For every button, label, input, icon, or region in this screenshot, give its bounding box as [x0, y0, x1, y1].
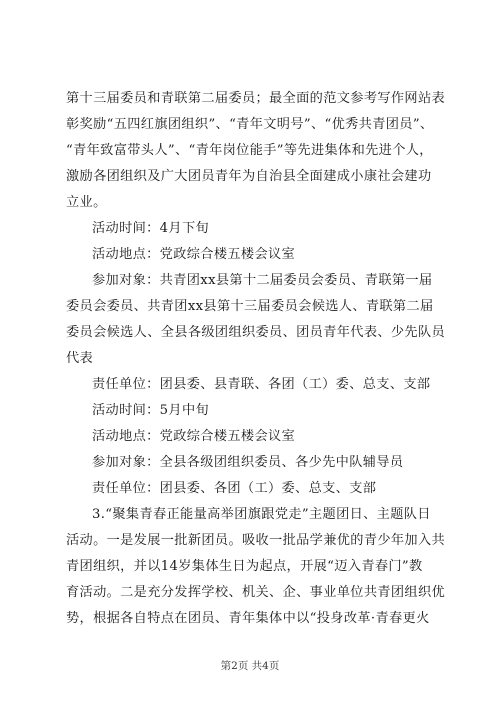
text-line: 委员会委员、共青团xx县第十三届委员会候选人、青联第二届 [66, 299, 434, 314]
text-line: 育活动。二是充分发挥学校、机关、企、事业单位共青团组织优 [66, 585, 446, 600]
text-line: 彰奖励“五四红旗团组织”、“青年文明号”、“优秀共青团员”、 [66, 117, 434, 132]
text-line: 活动地点：党政综合楼五楼会议室 [92, 247, 296, 262]
text-line: 参加对象：共青团xx县第十二届委员会委员、青联第一届 [92, 273, 433, 288]
text-line: 活动时间：4月下旬 [92, 221, 210, 236]
text-line: 立业。 [66, 195, 107, 210]
page-number: 第2页 共4页 [220, 660, 280, 672]
text-line: 势，根据各自特点在团员、青年集体中以“投身改革·青春更火 [66, 611, 430, 626]
text-line: 活动。一是发展一批新团员。吸收一批品学兼优的青少年加入共 [66, 533, 446, 548]
text-line: 活动时间：5月中旬 [92, 403, 210, 418]
text-line: 青团组织，并以14岁集体生日为起点，开展“迈入青春门”教 [66, 559, 423, 574]
text-line: 责任单位：团县委、各团（工）委、总支、支部 [92, 481, 377, 496]
text-line: 参加对象：全县各级团组织委员、各少先中队辅导员 [92, 455, 404, 470]
text-line: 责任单位：团县委、县青联、各团（工）委、总支、支部 [92, 377, 431, 392]
text-line: 3.“聚集青春正能量高举团旗跟党走”主题团日、主题队日 [92, 507, 431, 522]
text-line: 激励各团组织及广大团员青年为自治县全面建成小康社会建功 [66, 169, 432, 184]
text-line: 代表 [66, 351, 94, 366]
text-line: 活动地点：党政综合楼五楼会议室 [92, 429, 296, 444]
text-line: 第十三届委员和青联第二届委员；最全面的范文参考写作网站表 [66, 91, 446, 106]
text-line: “青年致富带头人”、“青年岗位能手”等先进集体和先进个人， [66, 143, 433, 158]
text-line: 委员会候选人、全县各级团组织委员、团员青年代表、少先队员 [66, 325, 446, 340]
